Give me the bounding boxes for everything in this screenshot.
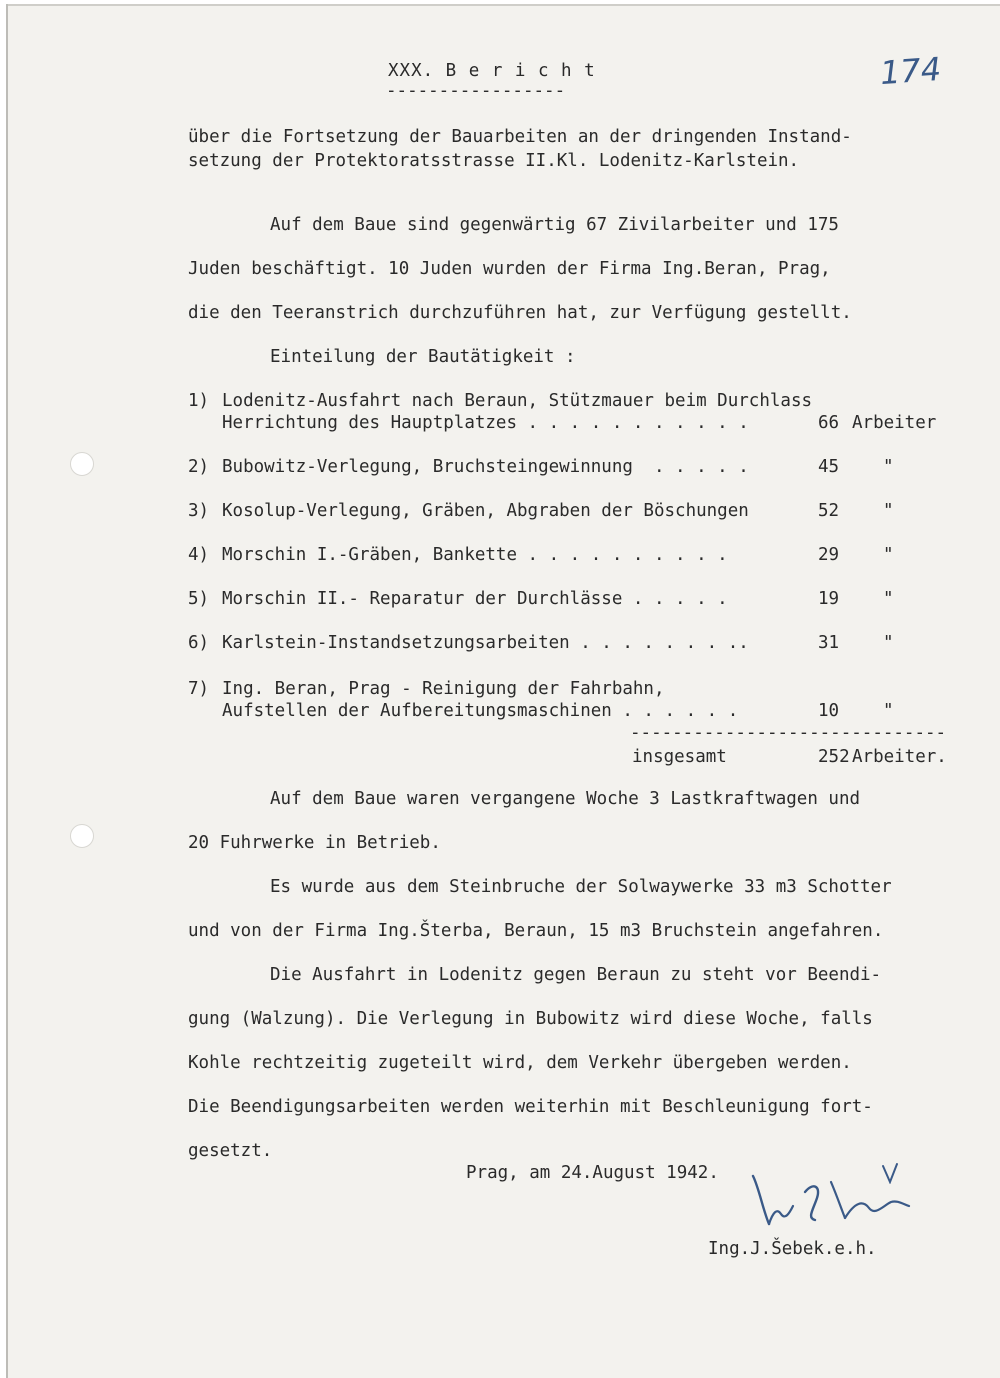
item-text: Bubowitz-Verlegung, Bruchsteingewinnung . . . . . — [222, 457, 749, 477]
intro-line-1: Auf dem Baue sind gegenwärtig 67 Zivilarbeiter und 175 — [270, 215, 839, 235]
item-text: Lodenitz-Ausfahrt nach Beraun, Stützmauer beim Durchlass — [222, 391, 813, 411]
punch-hole-bottom — [70, 824, 94, 848]
subject-line-1: über die Fortsetzung der Bauarbeiten an der dringenden Instand- — [188, 127, 852, 147]
place-date: Prag, am 24.August 1942. — [466, 1163, 719, 1183]
signatory: Ing.J.Šebek.e.h. — [708, 1239, 877, 1259]
total-value: 252 — [818, 747, 850, 767]
paragraph-line: Es wurde aus dem Steinbruche der Solwaywerke 33 m3 Schotter — [270, 877, 892, 897]
item-unit: " — [883, 545, 894, 565]
paragraph-line: Kohle rechtzeitig zugeteilt wird, dem Verkehr übergeben werden. — [188, 1053, 852, 1073]
punch-hole-top — [70, 452, 94, 476]
check-mark-icon — [880, 1162, 900, 1184]
paragraph-line: und von der Firma Ing.Šterba, Beraun, 15 m3 Bruchstein angefahren. — [188, 921, 884, 941]
item-text: Herrichtung des Hauptplatzes . . . . . . . . . . . — [222, 413, 749, 433]
paragraph-line: 20 Fuhrwerke in Betrieb. — [188, 833, 441, 853]
item-unit: " — [883, 501, 894, 521]
item-unit: " — [883, 589, 894, 609]
item-number: 7) — [188, 679, 210, 699]
item-text: Kosolup-Verlegung, Gräben, Abgraben der Böschungen — [222, 501, 749, 521]
item-text: Morschin I.-Gräben, Bankette . . . . . . . . . . — [222, 545, 728, 565]
item-count: 52 — [818, 501, 840, 521]
item-count: 66 — [818, 413, 840, 433]
section-heading: Einteilung der Bautätigkeit : — [270, 347, 576, 367]
intro-line-2: Juden beschäftigt. 10 Juden wurden der Firma Ing.Beran, Prag, — [188, 259, 831, 279]
total-label: insgesamt — [632, 747, 727, 767]
item-text: Morschin II.- Reparatur der Durchlässe . . . . . — [222, 589, 728, 609]
item-number: 2) — [188, 457, 210, 477]
paragraph-line: gung (Walzung). Die Verlegung in Bubowitz wird diese Woche, falls — [188, 1009, 873, 1029]
item-count: 19 — [818, 589, 840, 609]
item-text: Aufstellen der Aufbereitungsmaschinen . . . . . . — [222, 701, 739, 721]
item-text: Karlstein-Instandsetzungsarbeiten . . . . . . . .. — [222, 633, 749, 653]
item-text: Ing. Beran, Prag - Reinigung der Fahrbahn, — [222, 679, 665, 699]
paragraph-line: Die Ausfahrt in Lodenitz gegen Beraun zu steht vor Beendi- — [270, 965, 882, 985]
item-number: 1) — [188, 391, 210, 411]
item-count: 31 — [818, 633, 840, 653]
report-title: XXX. B e r i c h t — [388, 61, 596, 81]
item-unit: " — [883, 701, 894, 721]
page-number: 174 — [878, 49, 943, 93]
total-unit: Arbeiter. — [852, 747, 947, 767]
paragraph-line: gesetzt. — [188, 1141, 273, 1161]
item-number: 4) — [188, 545, 210, 565]
item-unit: Arbeiter — [852, 413, 937, 433]
paragraph-line: Auf dem Baue waren vergangene Woche 3 Lastkraftwagen und — [270, 789, 861, 809]
total-rule: ------------------------------ — [630, 723, 947, 743]
paragraph-line: Die Beendigungsarbeiten werden weiterhin mit Beschleunigung fort- — [188, 1097, 873, 1117]
subject-line-2: setzung der Protektoratsstrasse II.Kl. Lodenitz-Karlstein. — [188, 151, 800, 171]
item-count: 29 — [818, 545, 840, 565]
intro-line-3: die den Teeranstrich durchzuführen hat, zur Verfügung gestellt. — [188, 303, 852, 323]
item-unit: " — [883, 457, 894, 477]
item-count: 45 — [818, 457, 840, 477]
item-number: 3) — [188, 501, 210, 521]
item-count: 10 — [818, 701, 840, 721]
item-number: 5) — [188, 589, 210, 609]
title-underline: ----------------- — [386, 81, 566, 101]
item-number: 6) — [188, 633, 210, 653]
item-unit: " — [883, 633, 894, 653]
